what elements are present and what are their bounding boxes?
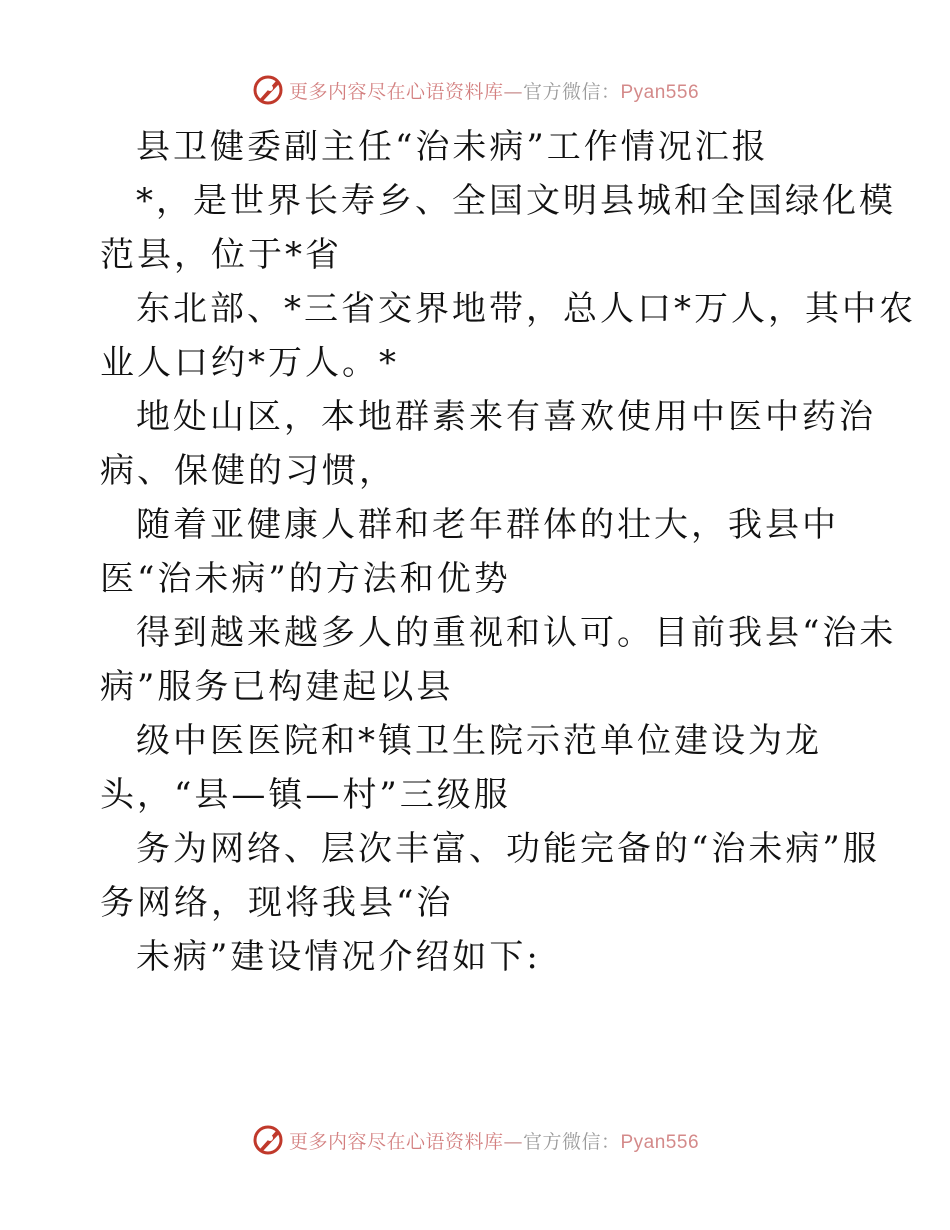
doc-line: 得到越来越多人的重视和认可。目前我县“治未 [136,613,897,653]
watermark-text [289,77,699,104]
doc-line: 业人口约*万人。* [100,343,399,383]
watermark-site-text: 更多内容尽在心语资料库 [288,1130,504,1153]
footer-watermark [0,1120,950,1160]
pen-logo-icon [251,73,285,107]
doc-line: 随着亚健康人群和老年群体的壮大，我县中 [136,505,839,545]
header-watermark [0,70,950,110]
watermark-text [289,1127,699,1154]
doc-line: 县卫健委副主任“治未病”工作情况汇报 [136,127,769,167]
watermark-label: 官方微信： [522,80,621,103]
doc-line: 病”服务已构建起以县 [100,667,454,707]
doc-line: 地处山区，本地群素来有喜欢使用中医中药治 [136,397,876,437]
doc-line: 头，“县—镇—村”三级服 [100,775,511,815]
doc-line: 未病”建设情况介绍如下: [136,937,541,977]
watermark-label: 官方微信： [522,1130,621,1153]
watermark-wechat-id: Pyan556 [620,81,700,103]
doc-line: *，是世界长寿乡、全国文明县城和全国绿化模 [136,181,896,221]
watermark-separator: — [503,80,523,103]
doc-line: 务网络，现将我县“治 [100,883,454,923]
pen-logo-icon [251,1123,285,1157]
watermark-wechat-id: Pyan556 [620,1131,700,1153]
watermark-site-text: 更多内容尽在心语资料库 [288,80,504,103]
doc-line: 范县，位于*省 [100,235,342,275]
watermark-separator: — [503,1130,523,1153]
doc-line: 东北部、*三省交界地带，总人口*万人，其中农 [136,289,916,329]
doc-line: 务为网络、层次丰富、功能完备的“治未病”服 [136,829,880,869]
doc-line: 病、保健的习惯， [100,451,396,491]
document-body [100,120,916,984]
doc-line: 医“治未病”的方法和优势 [100,559,511,599]
doc-line: 级中医医院和*镇卫生院示范单位建设为龙 [136,721,822,761]
